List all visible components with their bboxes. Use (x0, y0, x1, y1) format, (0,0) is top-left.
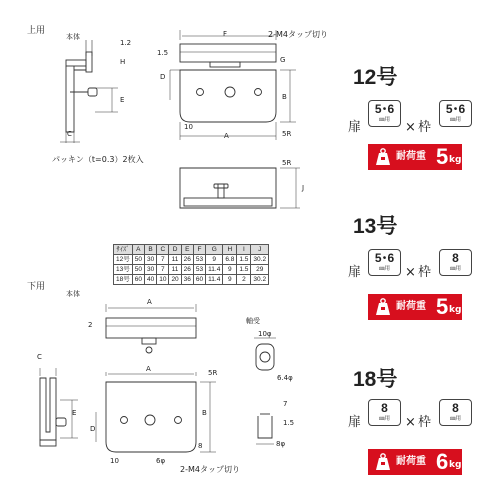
upper-dim-5r-b: 5R (282, 159, 292, 167)
upper-dim-1-2: 1.2 (120, 39, 132, 47)
lower-bearing (254, 338, 276, 444)
upper-dim-a: A (224, 132, 229, 140)
model-13-title: 13号 (353, 215, 398, 238)
model-18-load-badge: 耐荷重 6 kg (368, 449, 462, 475)
model-12-frame-box: 5･6 ㎜用 (439, 100, 472, 127)
lower-dim-6-4phi: 6.4φ (277, 374, 293, 382)
model-12-load-badge: 耐荷重 5 kg (368, 144, 462, 170)
weight-icon (373, 147, 393, 167)
table-row: 18号 60 40 10 20 36 60 11.4 9 2 30.2 (114, 275, 269, 285)
model-12-frame-label: 枠 (418, 120, 432, 135)
lower-dim-a-bot: A (146, 365, 151, 373)
upper-dim-b: B (282, 93, 287, 101)
model-13-door-box: 5･6 ㎜用 (368, 249, 401, 276)
upper-dim-1-5: 1.5 (157, 49, 169, 57)
upper-dim-10: 10 (184, 123, 193, 131)
lower-bearing-label: 軸受 (246, 317, 260, 325)
upper-section-label: 上用 (27, 26, 46, 36)
model-13-load-badge: 耐荷重 5 kg (368, 294, 462, 320)
model-18-times: × (405, 415, 416, 430)
upper-dim-f: F (223, 30, 228, 38)
lower-dim-6phi: 6φ (156, 457, 166, 465)
lower-dim-1-5: 1.5 (283, 419, 295, 427)
lower-dim-10: 10 (110, 457, 119, 465)
weight-icon (373, 452, 393, 472)
spec-table-header: ｻｲｽﾞ A B C D E F G H I J (114, 245, 269, 255)
upper-packing (180, 168, 300, 208)
lower-dim-8: 8 (198, 442, 203, 450)
lower-dim-c: C (37, 353, 42, 361)
model-12-door-box: 5･6 ㎜用 (368, 100, 401, 127)
lower-dim-e: E (72, 409, 77, 417)
model-18-frame-label: 枠 (418, 415, 432, 430)
lower-dim-5r: 5R (208, 369, 218, 377)
upper-dim-e: E (120, 96, 125, 104)
model-18-frame-box: 8 ㎜用 (439, 399, 472, 426)
upper-side-profile (60, 40, 118, 143)
model-12-title: 12号 (353, 66, 398, 89)
model-18-title: 18号 (353, 368, 398, 391)
weight-icon (373, 297, 393, 317)
model-13-frame-box: 8 ㎜用 (439, 249, 472, 276)
lower-front-view (96, 369, 218, 452)
model-13-door-label: 扉 (348, 265, 362, 280)
upper-body-label: 本体 (66, 33, 80, 41)
lower-top-plate (106, 304, 196, 353)
lower-dim-d: D (90, 425, 96, 433)
upper-dim-g: G (280, 56, 286, 64)
upper-packing-label: パッキン（t=0.3）2枚入 (52, 155, 144, 164)
upper-dim-c: C (67, 130, 72, 138)
lower-dim-7: 7 (283, 400, 288, 408)
upper-tap-label: 2-M4タップ切り (268, 30, 328, 39)
upper-dim-h: H (120, 58, 126, 66)
lower-body-label: 本体 (66, 290, 80, 298)
spec-table (113, 244, 269, 285)
lower-dim-b: B (202, 409, 207, 417)
upper-dim-5r-a: 5R (282, 130, 292, 138)
upper-dim-d: D (160, 73, 166, 81)
lower-side-profile (40, 368, 78, 446)
model-13-times: × (405, 265, 416, 280)
model-13-frame-label: 枠 (418, 265, 432, 280)
lower-dim-10phi: 10φ (258, 330, 272, 338)
lower-section-label: 下用 (27, 282, 46, 292)
lower-dim-2: 2 (88, 321, 93, 329)
upper-dim-j: J (302, 184, 305, 192)
lower-dim-8phi: 8φ (276, 440, 286, 448)
table-row: 12号 50 30 7 11 26 53 9 6.8 1.5 30.2 (114, 255, 269, 265)
model-18-door-label: 扉 (348, 415, 362, 430)
model-12-door-label: 扉 (348, 120, 362, 135)
table-row: 13号 50 30 7 11 26 53 11.4 9 1.5 29 (114, 265, 269, 275)
lower-tap-label: 2-M4タップ切り (180, 465, 240, 474)
model-12-times: × (405, 120, 416, 135)
lower-dim-a-top: A (147, 298, 152, 306)
upper-top-view (180, 30, 276, 67)
model-18-door-box: 8 ㎜用 (368, 399, 401, 426)
